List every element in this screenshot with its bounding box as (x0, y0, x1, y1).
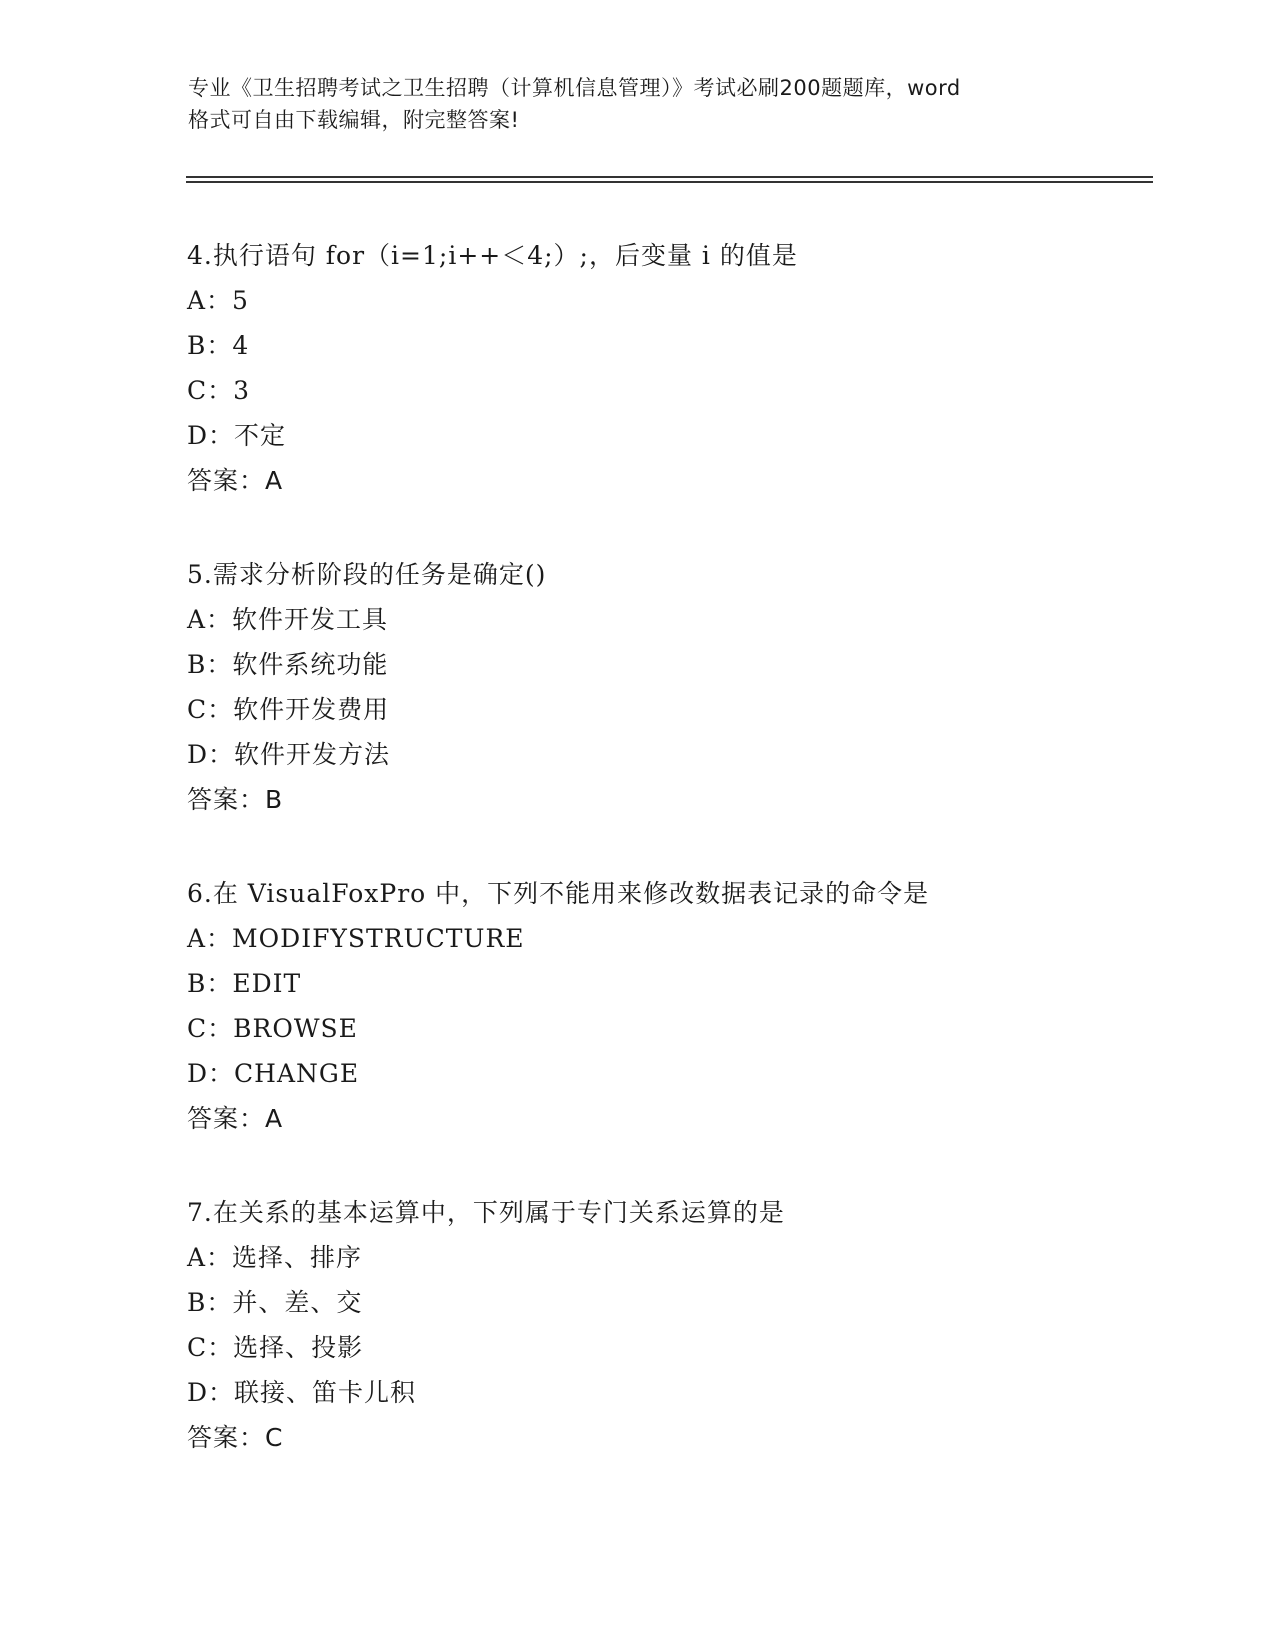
option-c: C：3 (187, 376, 251, 405)
option-b: B：软件系统功能 (187, 650, 389, 679)
option-d: D：CHANGE (187, 1059, 360, 1088)
option-d: D：不定 (187, 421, 287, 450)
answer-line: 答案：B (187, 785, 284, 814)
document-header (188, 72, 1088, 136)
option-d: D：软件开发方法 (187, 740, 391, 769)
header-divider-top (186, 176, 1153, 178)
option-d: D：联接、笛卡儿积 (187, 1378, 417, 1407)
header-line-2: 格式可自由下载编辑，附完整答案! (188, 108, 520, 132)
option-c: C：BROWSE (187, 1014, 358, 1043)
answer-line: 答案：A (187, 466, 284, 495)
question-5 (187, 552, 1147, 822)
question-title: 6.在 VisualFoxPro 中，下列不能用来修改数据表记录的命令是 (187, 879, 930, 908)
question-title: 7.在关系的基本运算中，下列属于专门关系运算的是 (187, 1198, 785, 1227)
option-a: A：选择、排序 (187, 1243, 363, 1272)
answer-line: 答案：C (187, 1423, 284, 1452)
option-c: C：软件开发费用 (187, 695, 390, 724)
option-a: A：软件开发工具 (187, 605, 389, 634)
option-a: A：5 (187, 286, 249, 315)
answer-line: 答案：A (187, 1104, 284, 1133)
question-4 (187, 233, 1147, 503)
option-b: B：EDIT (187, 969, 302, 998)
option-a: A：MODIFYSTRUCTURE (187, 924, 525, 953)
question-title: 5.需求分析阶段的任务是确定() (187, 560, 547, 589)
question-6 (187, 871, 1147, 1141)
option-b: B：4 (187, 331, 250, 360)
question-title: 4.执行语句 for（i=1;i++＜4;）;，后变量 i 的值是 (187, 241, 798, 270)
option-b: B：并、差、交 (187, 1288, 363, 1317)
question-7 (187, 1190, 1147, 1460)
header-line-1: 专业《卫生招聘考试之卫生招聘（计算机信息管理）》考试必刷200题题库，word (188, 76, 961, 100)
header-divider-bottom (186, 181, 1153, 183)
option-c: C：选择、投影 (187, 1333, 364, 1362)
